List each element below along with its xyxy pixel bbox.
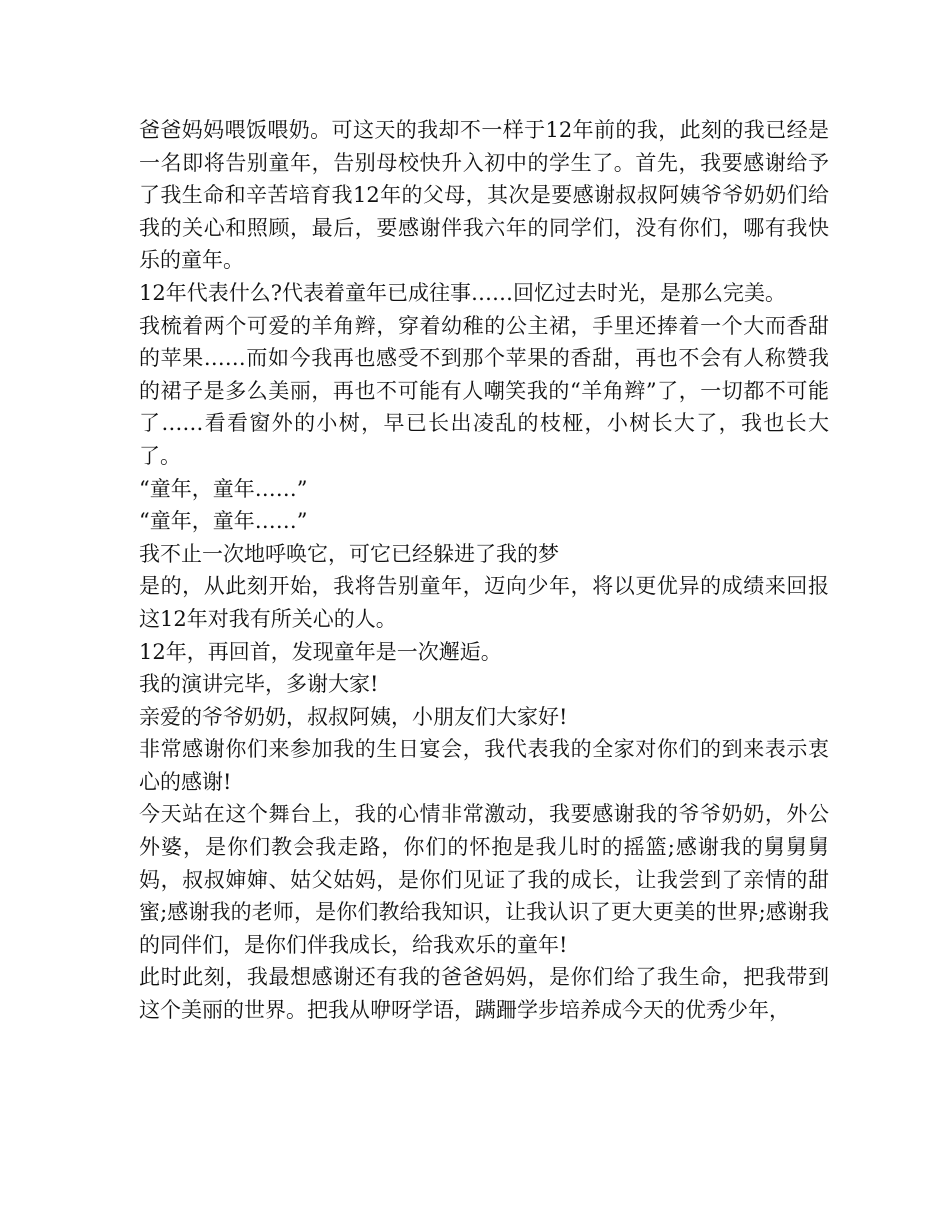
paragraph-1: 爸爸妈妈喂饭喂奶。可这天的我却不一样于12年前的我，此刻的我已经是一名即将告别童年，告别母校快升入初中的学生了。首先，我要感谢给予了我生命和辛苦培育我12年的父母，其次是要感谢叔叔阿姨爷爷奶奶们给我的关心和照顾，最后，要感谢伴我六年的同学们，没有你们，哪有我快乐的童年。 bbox=[139, 118, 829, 273]
paragraph-7: 是的，从此刻开始，我将告别童年，迈向少年，将以更优异的成绩来回报这12年对我有所关心的人。 bbox=[139, 574, 829, 631]
paragraph-2: 12年代表什么?代表着童年已成往事……回忆过去时光，是那么完美。 bbox=[139, 280, 786, 305]
paragraph-8: 12年，再回首，发现童年是一次邂逅。 bbox=[139, 639, 502, 664]
paragraph-13: 此时此刻，我最想感谢还有我的爸爸妈妈，是你们给了我生命，把我带到这个美丽的世界。把我从咿呀学语，蹒跚学步培养成今天的优秀少年， bbox=[139, 965, 829, 1023]
paragraph-9: 我的演讲完毕，多谢大家! bbox=[139, 672, 379, 697]
document-page bbox=[139, 114, 829, 1027]
paragraph-11: 非常感谢你们来参加我的生日宴会，我代表我的全家对你们的到来表示衷心的感谢! bbox=[139, 737, 829, 794]
paragraph-3: 我梳着两个可爱的羊角辫，穿着幼稚的公主裙，手里还捧着一个大而香甜的苹果……而如今我再也感受不到那个苹果的香甜，再也不会有人称赞我的裙子是多么美丽，再也不可能有人嘲笑我的“羊角辫”了，一切都不可能了……看看窗外的小树，早已长出凌乱的枝桠，小树长大了，我也长大了。 bbox=[139, 313, 829, 468]
paragraph-12: 今天站在这个舞台上，我的心情非常激动，我要感谢我的爷爷奶奶，外公外婆，是你们教会我走路，你们的怀抱是我儿时的摇篮;感谢我的舅舅舅妈，叔叔婶婶、姑父姑妈，是你们见证了我的成长，让我尝到了亲情的甜蜜;感谢我的老师，是你们教给我知识，让我认识了更大更美的世界;感谢我的同伴们，是你们伴我成长，给我欢乐的童年! bbox=[139, 802, 829, 957]
paragraph-6: 我不止一次地呼唤它，可它已经躲进了我的梦 bbox=[139, 541, 559, 566]
paragraph-5: “童年，童年……” bbox=[139, 509, 308, 534]
paragraph-10: 亲爱的爷爷奶奶，叔叔阿姨，小朋友们大家好! bbox=[139, 704, 568, 729]
paragraph-4: “童年，童年……” bbox=[139, 476, 308, 501]
